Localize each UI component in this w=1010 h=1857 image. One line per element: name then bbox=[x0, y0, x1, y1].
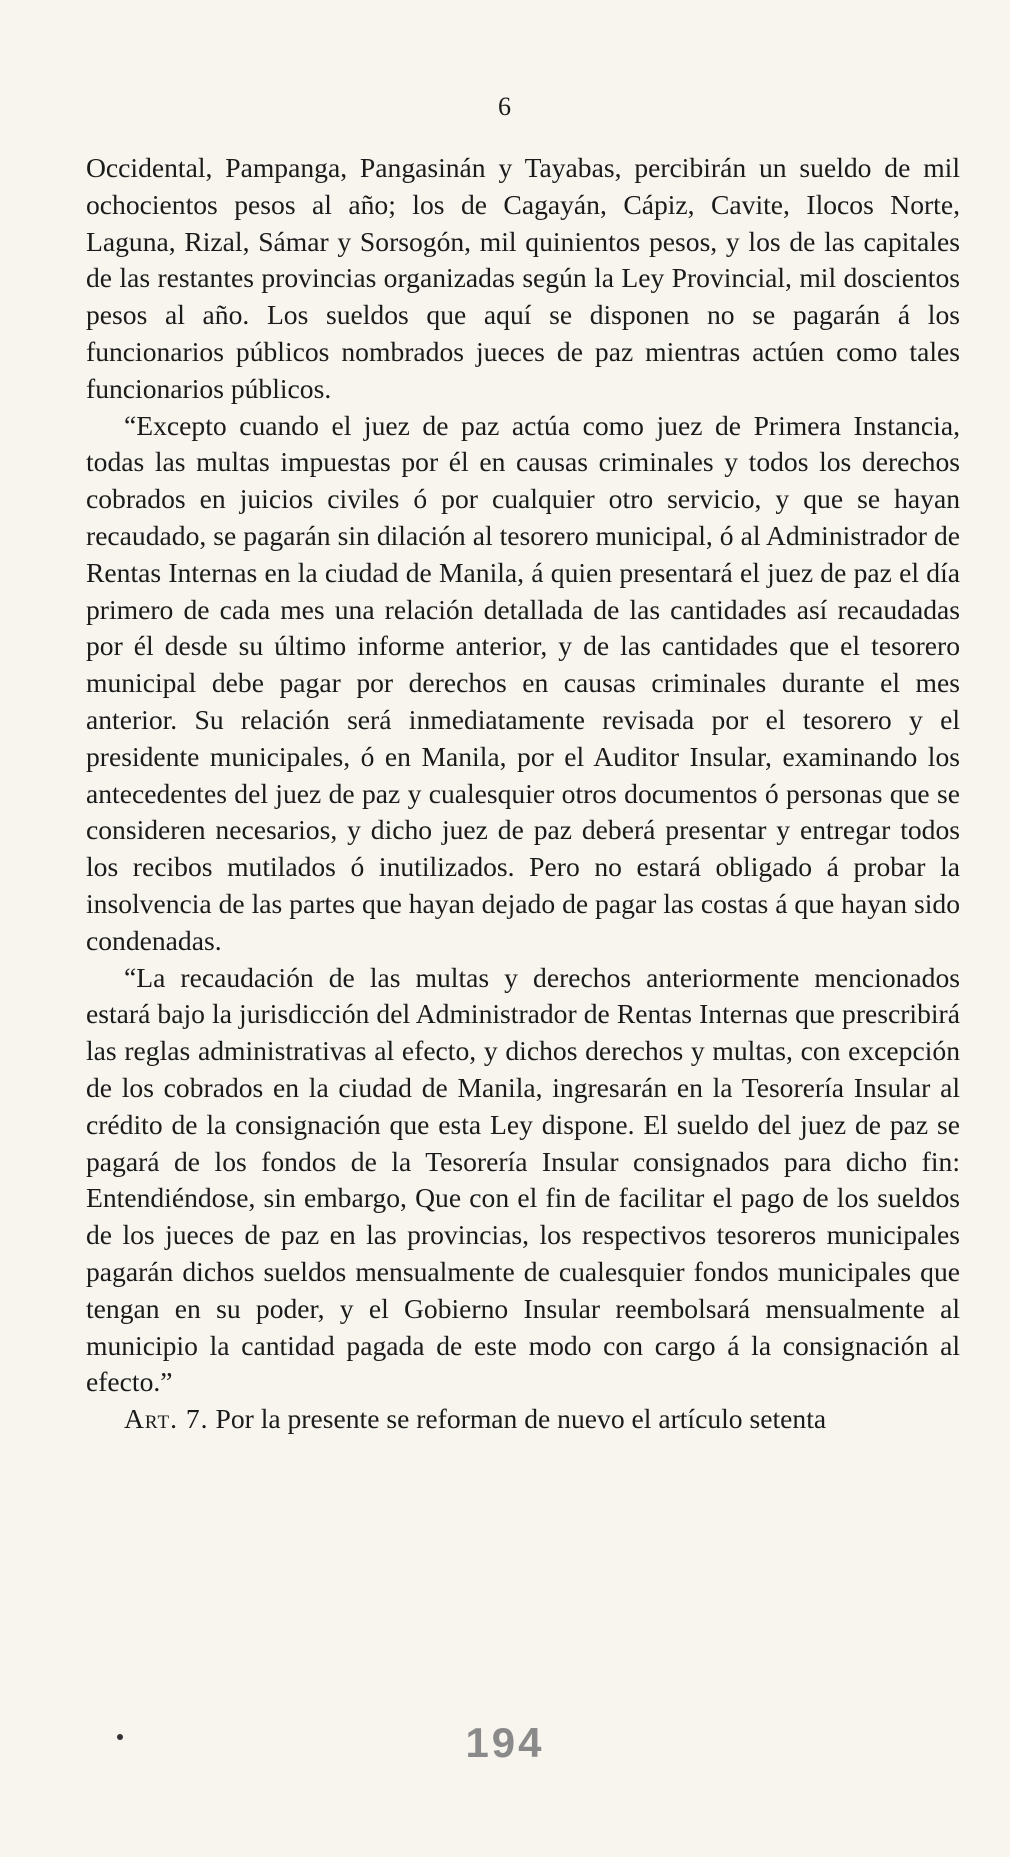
page-number: 6 bbox=[498, 92, 512, 121]
article-label: Art. 7. bbox=[124, 1403, 209, 1435]
article-7-paragraph bbox=[86, 1401, 960, 1438]
body-text bbox=[86, 150, 960, 1438]
paragraph-3: “La recaudación de las multas y derechos anteriormente mencionados estará bajo la jurisdicción del Administrador de Rentas Internas que prescribirá las reglas administrativas al efecto, y dichos derechos y multas, con excepción de los cobrados en la ciudad de Manila, ingresarán en la Tesorería Insular al crédito de la consignación que esta Ley dispone. El sueldo del juez de paz se pagará de los fondos de la Tesorería Insular consignados para dicho fin: Entendiéndose, sin embargo, Que con el fin de facilitar el pago de los sueldos de los jueces de paz en las provincias, los respectivos tesoreros municipales pagarán dichos sueldos mensualmente de cualesquier fondos municipales que tengan en su poder, y el Gobierno Insular reembolsará mensualmente al municipio la cantidad pagada de este modo con cargo á la consignación al efecto.” bbox=[86, 961, 960, 1398]
paragraph-1: Occidental, Pampanga, Pangasinán y Tayabas, percibirán un sueldo de mil ochocientos pesos al año; los de Cagayán, Cápiz, Cavite, Ilocos Norte, Laguna, Rizal, Sámar y Sorsogón, mil quinientos pesos, y los de las capitales de las restantes provincias organizadas según la Ley Provincial, mil doscientos pesos al año. Los sueldos que aquí se disponen no se pagarán á los funcionarios públicos nombrados jueces de paz mientras actúen como tales funcionarios públicos. bbox=[86, 152, 960, 404]
article-text: Por la presente se reforman de nuevo el artículo setenta bbox=[215, 1403, 827, 1435]
paragraph-2: “Excepto cuando el juez de paz actúa como juez de Primera Instancia, todas las multas impuestas por él en causas criminales y todos los derechos cobrados en juicios civiles ó por cualquier otro servicio, y que se hayan recaudado, se pagarán sin dilación al tesorero municipal, ó al Administrador de Rentas Internas en la ciudad de Manila, á quien presentará el juez de paz el día primero de cada mes una relación detallada de las cantidades así recaudadas por él desde su último informe anterior, y de las cantidades que el tesorero municipal debe pagar por derechos en causas criminales durante el mes anterior. Su relación será inmediatamente revisada por el tesorero y el presidente municipales, ó en Manila, por el Auditor Insular, examinando los antecedentes del juez de paz y cualesquier otros documentos ó personas que se consideren necesarios, y dicho juez de paz deberá presentar y entregar todos los recibos mutilados ó inutilizados. Pero no estará obligado á probar la insolvencia de las partes que hayan dejado de pagar las costas á que hayan sido condenadas. bbox=[86, 409, 960, 956]
folio-number: 194 bbox=[465, 1719, 545, 1766]
